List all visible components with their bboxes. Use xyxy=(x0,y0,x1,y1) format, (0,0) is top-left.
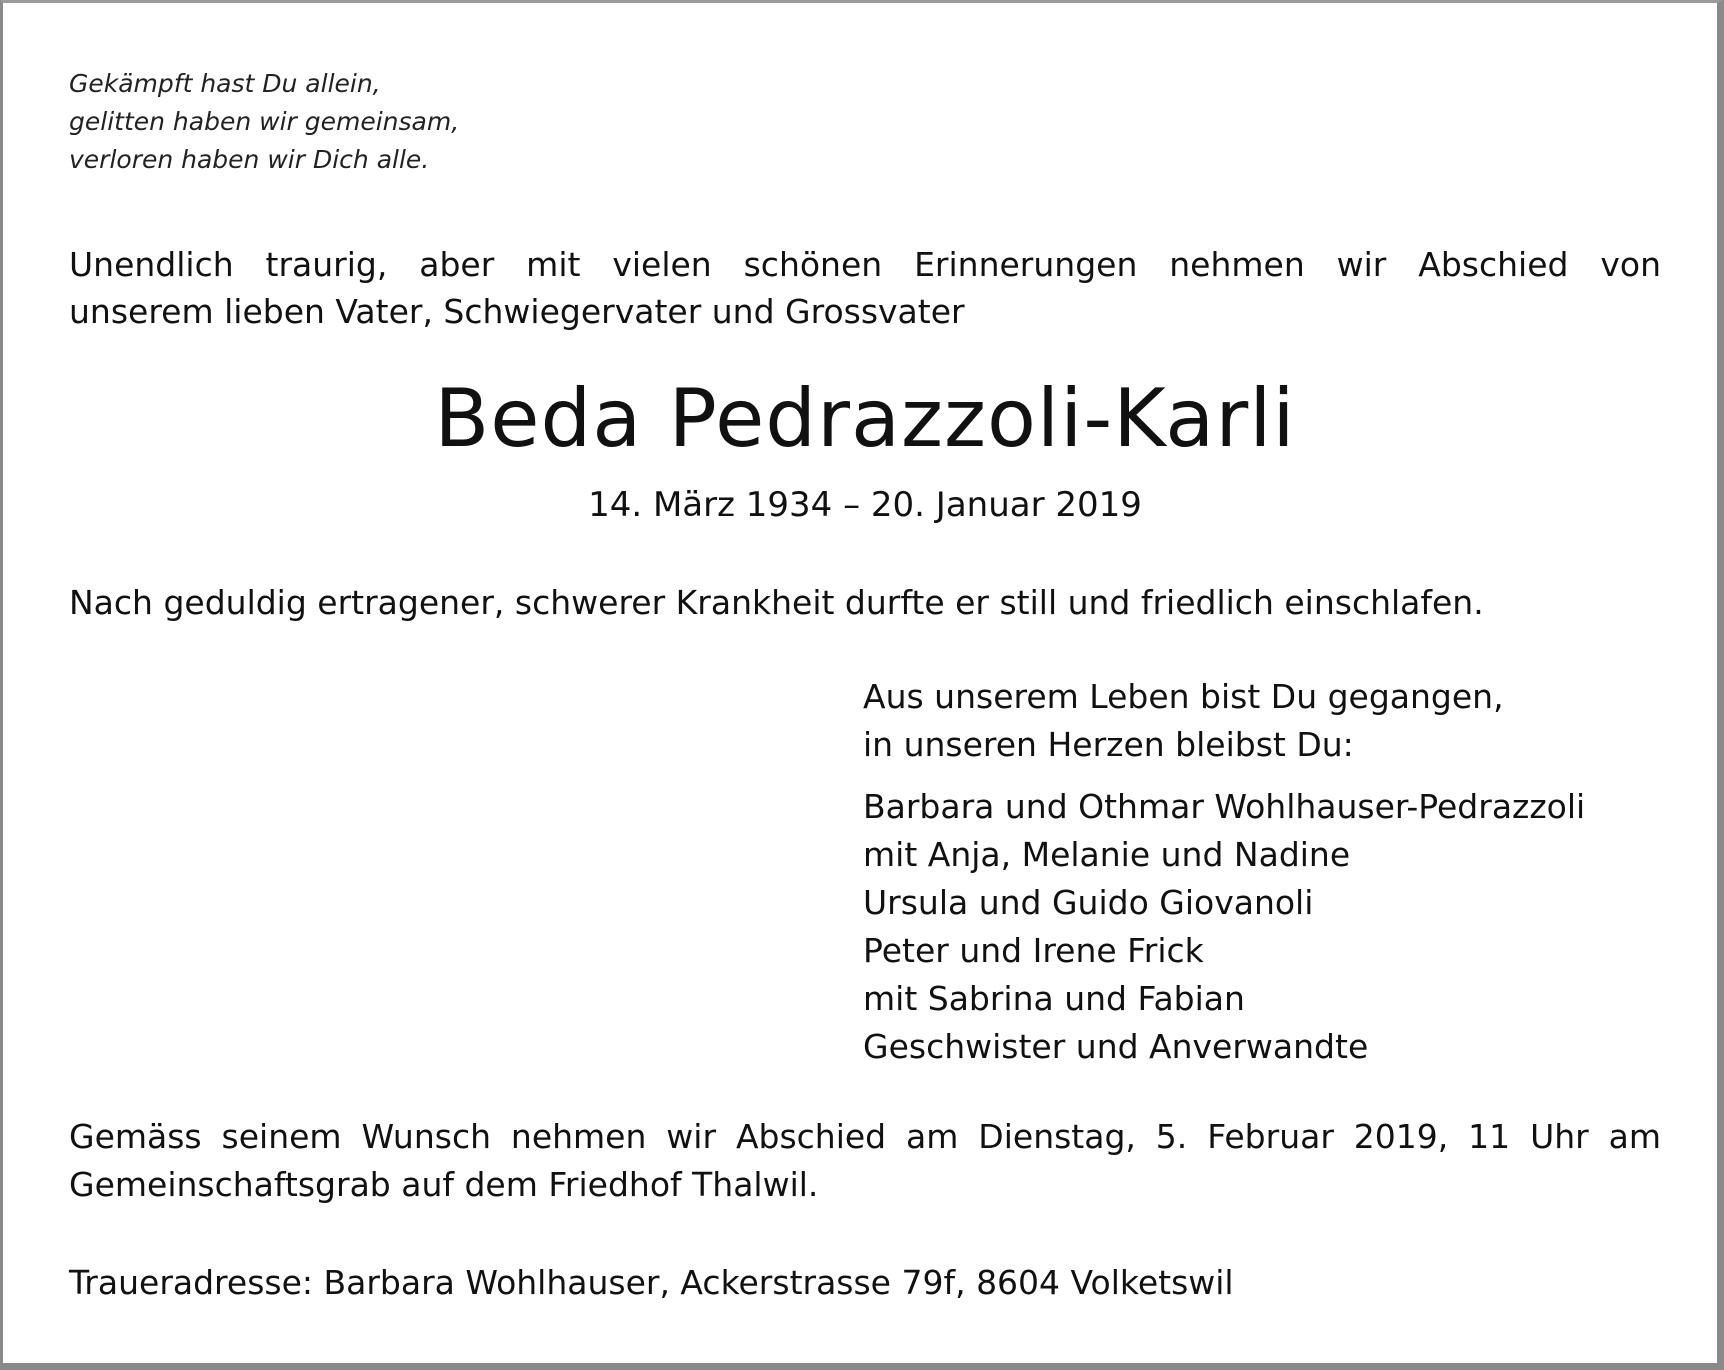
quote-line: Gekämpft hast Du allein, xyxy=(69,69,381,98)
intro-line: Unendlich traurig, aber mit vielen schönen Erinnerungen nehmen wir Abschied von xyxy=(69,245,1661,284)
mourning-address: Traueradresse: Barbara Wohlhauser, Ackerstrasse 79f, 8604 Volketswil xyxy=(69,1263,1234,1302)
mourner-line: mit Sabrina und Fabian xyxy=(863,979,1245,1018)
farewell-line: Aus unserem Leben bist Du gegangen, xyxy=(863,677,1504,716)
intro-line: unserem lieben Vater, Schwiegervater und Grossvater xyxy=(69,292,965,331)
mourners-block xyxy=(863,673,1585,1071)
service-line: Gemeinschaftsgrab auf dem Friedhof Thalwil. xyxy=(69,1165,819,1204)
mourner-line: Geschwister und Anverwandte xyxy=(863,1027,1369,1066)
opening-quote xyxy=(69,65,459,179)
mourner-line: mit Anja, Melanie und Nadine xyxy=(863,835,1351,874)
mourner-line: Peter und Irene Frick xyxy=(863,931,1204,970)
mourner-line: Barbara und Othmar Wohlhauser-Pedrazzoli xyxy=(863,787,1586,826)
intro-paragraph xyxy=(69,241,1661,335)
spacer xyxy=(863,769,1585,783)
death-note: Nach geduldig ertragener, schwerer Krankheit durfte er still und friedlich einschlafen. xyxy=(69,583,1484,622)
deceased-name: Beda Pedrazzoli-Karli xyxy=(434,372,1296,465)
quote-line: gelitten haben wir gemeinsam, xyxy=(69,107,460,136)
quote-line: verloren haben wir Dich alle. xyxy=(69,145,430,174)
life-dates: 14. März 1934 – 20. Januar 2019 xyxy=(588,485,1142,525)
mourner-line: Ursula und Guido Giovanoli xyxy=(863,883,1314,922)
service-line: Gemäss seinem Wunsch nehmen wir Abschied am Dienstag, 5. Februar 2019, 11 Uhr am xyxy=(69,1117,1661,1156)
service-details xyxy=(69,1113,1661,1209)
farewell-line: in unseren Herzen bleibst Du: xyxy=(863,725,1354,764)
